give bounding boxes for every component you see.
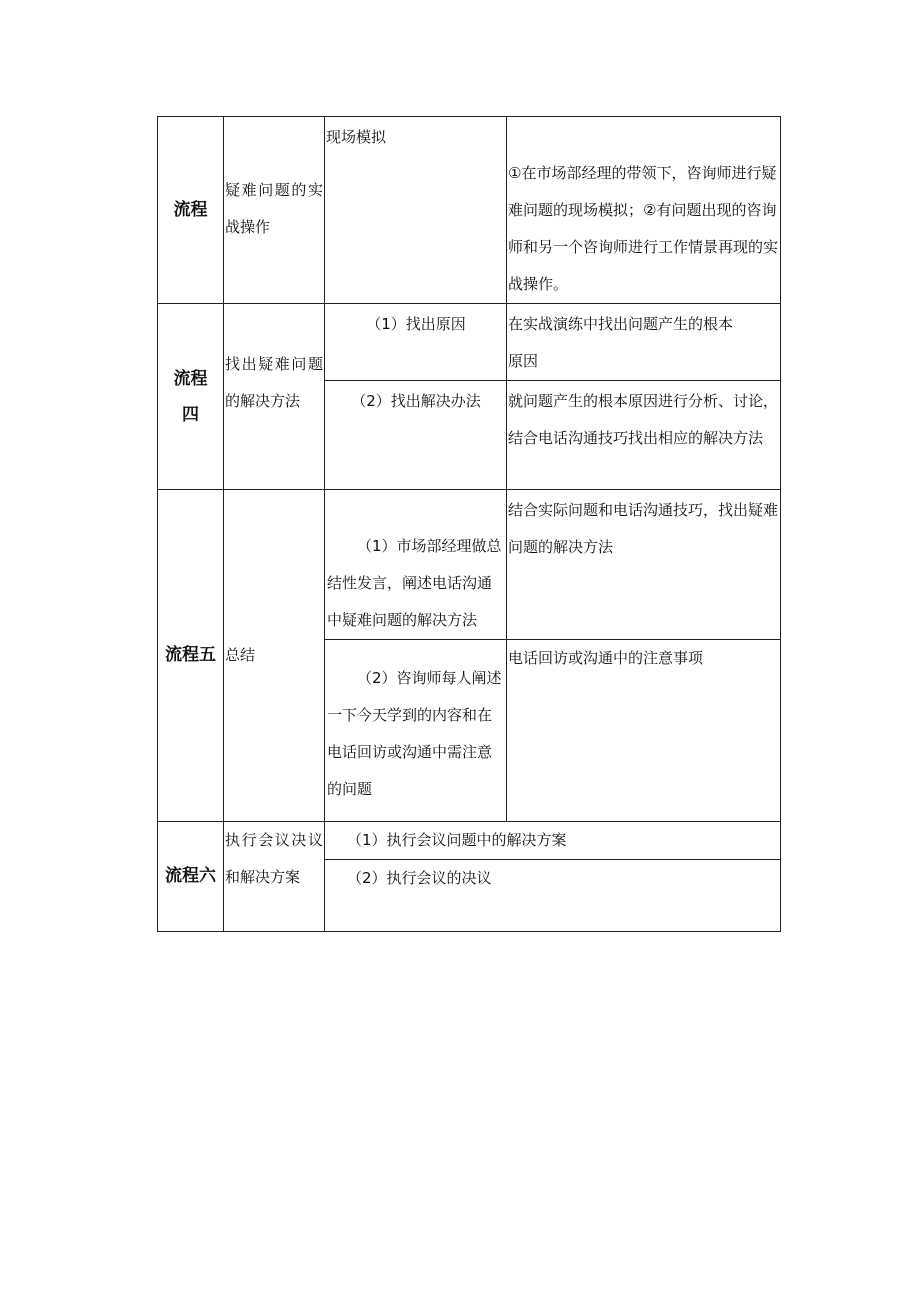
topic-text: 执行会议决议和解决方案 [225,831,323,886]
step-cell [325,381,507,490]
stage-label-text: 流程 [173,199,208,220]
topic-text: 找出疑难问题的解决方法 [225,355,323,410]
detail-cell [507,381,781,490]
step-text: 现场模拟 [326,128,387,146]
topic-cell [224,117,325,304]
item-cell [325,860,781,932]
process-row-4a [158,304,781,381]
step-cell [325,304,507,381]
detail-cell [507,490,781,640]
process-table [157,116,781,932]
item-text: （2）执行会议的决议 [347,869,492,887]
stage-label [158,304,224,490]
topic-cell [224,490,325,822]
stage-label [158,117,224,304]
stage-label-text: 流程四 [173,368,208,425]
detail-text: 结合实际问题和电话沟通技巧，找出疑难问题的解决方法 [508,501,779,556]
topic-cell [224,304,325,490]
detail-text: 就问题产生的根本原因进行分析、讨论，结合电话沟通技巧找出相应的解决方法 [508,392,779,447]
topic-text: 疑难问题的实战操作 [225,181,323,236]
stage-label [158,822,224,932]
step-cell [325,490,507,640]
item-text: （1）执行会议问题中的解决方案 [347,831,567,849]
stage-label [158,490,224,822]
topic-text: 总结 [225,646,256,664]
step-text: （1）市场部经理做总结性发言，阐述电话沟通中疑难问题的解决方法 [327,537,502,629]
process-row-3 [158,117,781,304]
step-cell [325,117,507,304]
stage-label-text: 流程五 [165,645,216,665]
process-row-5a [158,490,781,640]
detail-text: 电话回访或沟通中的注意事项 [508,649,704,667]
step-cell [325,640,507,822]
topic-cell [224,822,325,932]
process-row-6a [158,822,781,860]
item-cell [325,822,781,860]
step-text: （2）咨询师每人阐述一下今天学到的内容和在电话回访或沟通中需注意的问题 [327,669,502,798]
detail-text: ①在市场部经理的带领下，咨询师进行疑难问题的现场模拟；②有问题出现的咨询师和另一个咨询师进行工作情景再现的实战操作。 [508,164,779,293]
detail-text: 在实战演练中找出问题产生的根本原因 [508,315,734,370]
detail-cell [507,304,781,381]
stage-label-text: 流程六 [165,866,216,886]
step-text: （1）找出原因 [366,315,466,333]
detail-cell [507,117,781,304]
step-text: （2）找出解决办法 [351,392,481,410]
detail-cell [507,640,781,822]
